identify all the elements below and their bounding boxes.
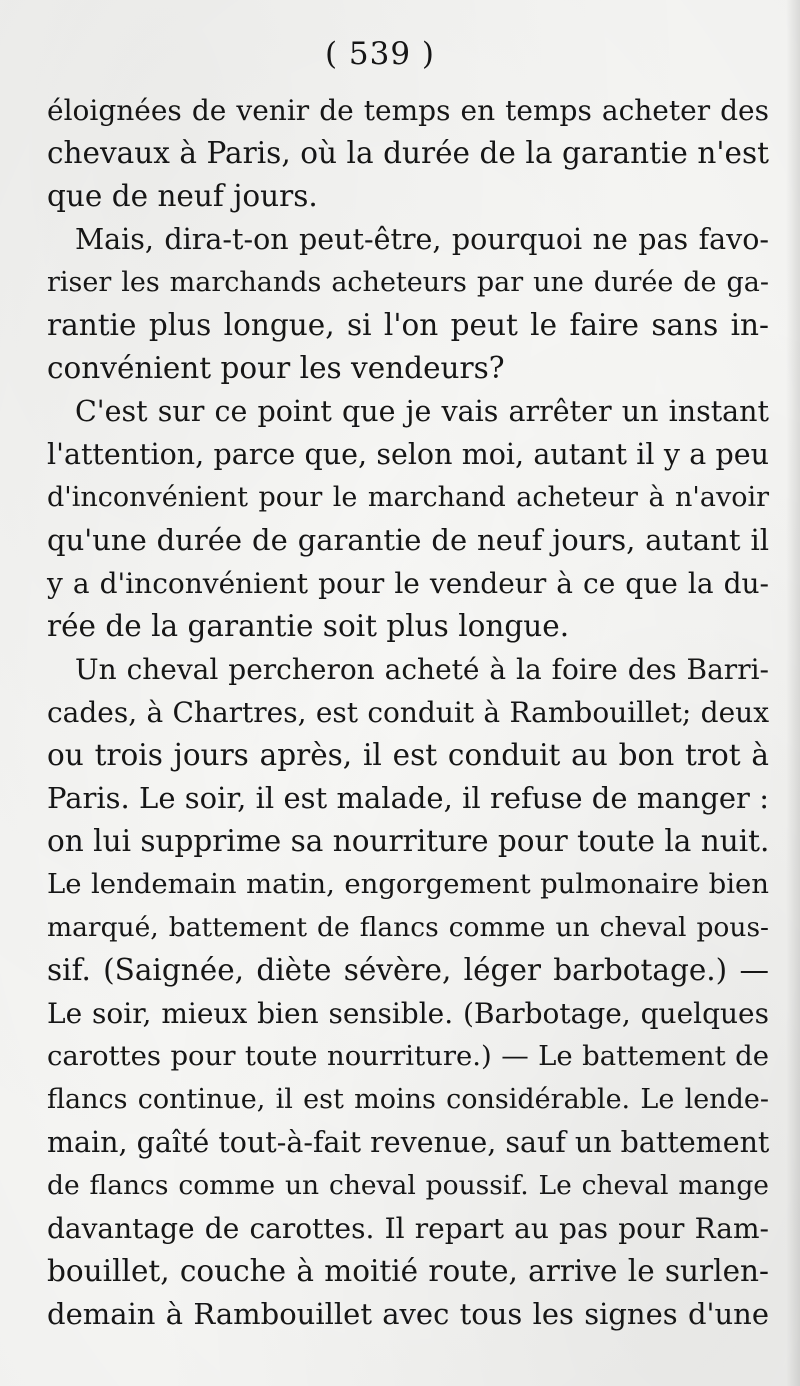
text-line: on lui supprime sa nourriture pour toute la nuit. xyxy=(47,824,770,858)
text-line: sif. (Saignée, diète sévère, léger barbotage.) — xyxy=(47,953,769,987)
body-text xyxy=(47,89,769,1336)
text-line: y a d'inconvénient pour le vendeur à ce que la du- xyxy=(47,567,769,600)
page-edge-shadow xyxy=(786,0,800,1386)
text-line: flancs continue, il est moins considérable. Le lende- xyxy=(47,1084,769,1115)
text-line: ou trois jours après, il est conduit au bon trot à xyxy=(47,738,769,772)
text-line: Un cheval percheron acheté à la foire des Barri- xyxy=(75,653,769,686)
text-line: convénient pour les vendeurs? xyxy=(47,351,505,385)
text-line: carottes pour toute nourriture.) — Le battement de xyxy=(47,1040,769,1072)
text-line: main, gaîté tout-à-fait revenue, sauf un battement xyxy=(47,1126,770,1159)
text-line: cades, à Chartres, est conduit à Rambouillet; deux xyxy=(47,696,769,729)
text-line: riser les marchands acheteurs par une durée de ga- xyxy=(47,267,769,298)
text-line: d'inconvénient pour le marchand acheteur à n'avoir xyxy=(47,482,769,513)
text-line: chevaux à Paris, où la durée de la garantie n'est xyxy=(47,136,769,170)
text-line: marqué, battement de flancs comme un cheval pous- xyxy=(47,912,769,943)
text-line: Le lendemain matin, engorgement pulmonaire bien xyxy=(47,868,769,900)
text-line: que de neuf jours. xyxy=(47,179,318,213)
page-number: ( 539 ) xyxy=(324,36,436,72)
text-line: éloignées de venir de temps en temps acheter des xyxy=(47,94,769,127)
paragraph-3 xyxy=(47,390,769,648)
text-line: rantie plus longue, si l'on peut le faire sans in- xyxy=(47,308,769,342)
text-line: C'est sur ce point que je vais arrêter un instant xyxy=(75,395,769,428)
text-line: qu'une durée de garantie de neuf jours, autant il xyxy=(47,523,769,557)
text-line: davantage de carottes. Il repart au pas pour Ram- xyxy=(47,1212,769,1245)
paragraph-1 xyxy=(47,89,769,218)
paragraph-2 xyxy=(47,218,769,390)
text-line: Mais, dira-t-on peut-être, pourquoi ne pas favo- xyxy=(75,223,769,256)
text-line: demain à Rambouillet avec tous les signes d'une xyxy=(47,1297,769,1331)
text-line: l'attention, parce que, selon moi, autant il y a peu xyxy=(47,438,769,471)
text-line: bouillet, couche à moitié route, arrive le surlen- xyxy=(47,1254,769,1288)
text-line: de flancs comme un cheval poussif. Le cheval mange xyxy=(47,1170,769,1201)
text-line: rée de la garantie soit plus longue. xyxy=(47,609,570,643)
text-line: Le soir, mieux bien sensible. (Barbotage, quelques xyxy=(47,997,769,1030)
paragraph-4 xyxy=(47,648,769,1336)
text-line: Paris. Le soir, il est malade, il refuse de manger : xyxy=(47,781,769,815)
